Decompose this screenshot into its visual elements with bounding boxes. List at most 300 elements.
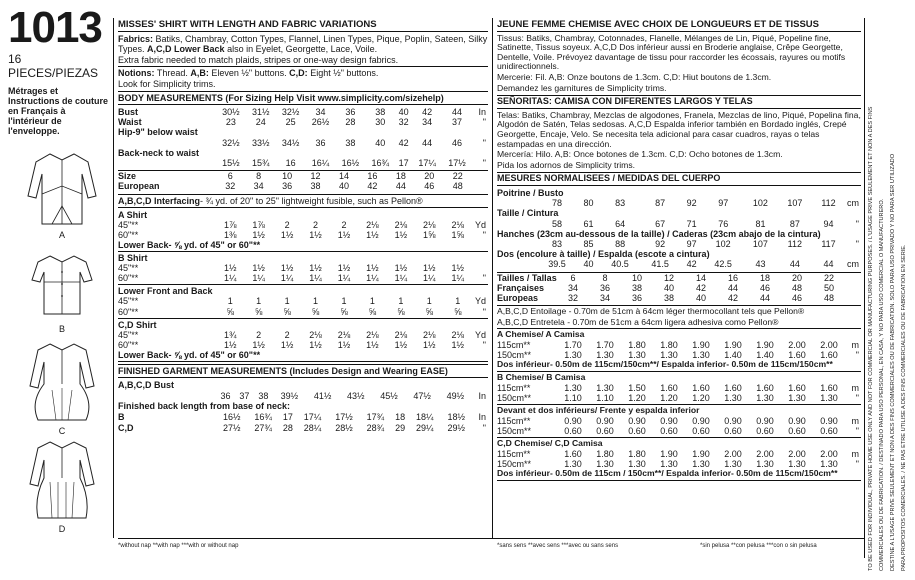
table-cell: 76 bbox=[718, 218, 729, 229]
legal-line-4: PARA PROPOSITOS COMERCIALES. / NE PAS ETRE UTILISE A DES FINS COMMERCIALES OU DE FABRICATION EN SERIE. bbox=[901, 244, 907, 571]
table-row bbox=[497, 293, 861, 303]
yardage-cell: 0.60 bbox=[628, 425, 646, 436]
table-cell: 41.5 bbox=[651, 259, 669, 270]
yardage-cell: 1 bbox=[341, 296, 347, 307]
yardage-cell: 0.90 bbox=[692, 415, 710, 426]
row-label bbox=[118, 391, 216, 401]
table-cell: 42 bbox=[686, 259, 697, 270]
unit-cell: " bbox=[855, 425, 859, 436]
yardage-cell: 1½ bbox=[394, 340, 408, 351]
unit-cell: In bbox=[478, 412, 486, 423]
table-row bbox=[118, 117, 488, 127]
table-row bbox=[497, 198, 861, 208]
table-row bbox=[118, 391, 488, 401]
adornos-text: Pida los adornos de Simplicity trims. bbox=[497, 159, 636, 170]
yardage-cell: 1½ bbox=[423, 263, 436, 274]
yardage-cell: 1.60 bbox=[820, 382, 838, 393]
table-cell: 41½ bbox=[313, 391, 332, 402]
body-measurements-table bbox=[118, 107, 488, 168]
table-cell: 38 bbox=[345, 137, 356, 148]
yardage-table bbox=[497, 383, 861, 403]
table-cell: 102 bbox=[752, 198, 768, 209]
yardage-cell: 1¼ bbox=[280, 273, 294, 284]
row-label bbox=[497, 219, 537, 229]
metrage-tables bbox=[497, 330, 861, 480]
yardage-cell: 2.00 bbox=[820, 448, 838, 459]
table-cell: 80 bbox=[583, 198, 594, 209]
yardage-cell: ⅝ bbox=[226, 306, 234, 317]
finished-bust-label: A,B,C,D Bust bbox=[118, 380, 174, 391]
mesures-table bbox=[497, 188, 861, 270]
yardage-cell: 1.30 bbox=[564, 350, 582, 361]
yardage-cell: 1.40 bbox=[756, 350, 774, 361]
yardage-cell: 1¼ bbox=[252, 273, 265, 284]
table-cell: 17½ bbox=[448, 158, 466, 169]
row-label bbox=[497, 198, 537, 208]
table-cell: 16¾ bbox=[371, 158, 389, 169]
yardage-cell: 2.00 bbox=[756, 448, 774, 459]
table-cell: 58 bbox=[552, 218, 563, 229]
table-cell: 15¾ bbox=[252, 158, 270, 169]
unit-cell: Yd bbox=[474, 329, 486, 340]
table-row bbox=[118, 138, 488, 148]
table-cell: 46 bbox=[424, 181, 435, 192]
yardage-cell: 2⅛ bbox=[366, 219, 379, 230]
yardage-view-title: B Shirt bbox=[118, 253, 148, 264]
table-cell: 83 bbox=[552, 238, 563, 249]
table-cell: 18½ bbox=[447, 412, 466, 423]
yardage-cell: 1.20 bbox=[628, 392, 646, 403]
table-cell: 61 bbox=[583, 218, 594, 229]
yardage-note: Lower Back- ⅝ yd. of 45" or 60"** bbox=[118, 240, 261, 251]
table-cell: 38 bbox=[631, 282, 642, 293]
yardage-cell: 1½ bbox=[366, 229, 379, 240]
table-cell: 22 bbox=[823, 272, 834, 283]
yardage-cell: 1.90 bbox=[660, 448, 678, 459]
table-cell: 33½ bbox=[252, 137, 270, 148]
mercerie-text: Mercerie: Fil. A,B: Onze boutons de 1.3cm. C,D: Hiut boutons de 1.3cm. bbox=[497, 71, 772, 82]
table-cell: 32 bbox=[225, 181, 236, 192]
table-cell: 28¾ bbox=[366, 422, 385, 433]
yardage-cell: 0.60 bbox=[724, 425, 742, 436]
yardage-cell: 2⅛ bbox=[337, 329, 351, 340]
unit-cell: " bbox=[855, 238, 859, 249]
table-cell: 42 bbox=[422, 107, 433, 117]
table-cell: 42 bbox=[367, 181, 378, 192]
row-label: B bbox=[118, 412, 125, 423]
row-label: Tailles / Tallas bbox=[497, 272, 557, 283]
yardage-cell: 0.90 bbox=[820, 415, 838, 426]
yardage-cell: 1.30 bbox=[756, 458, 774, 469]
yardage-cell: 1.80 bbox=[628, 339, 646, 350]
row-label: Hanches (23cm au-dessous de la taille) / Caderas (23cm abajo de la cintura) bbox=[497, 228, 821, 239]
table-cell: 88 bbox=[615, 238, 626, 249]
row-label bbox=[497, 259, 537, 269]
table-cell: 24 bbox=[255, 117, 266, 128]
table-cell: 64 bbox=[615, 218, 626, 229]
yardage-cell: 1½ bbox=[337, 340, 351, 351]
yardage-cell: 1.80 bbox=[628, 448, 646, 459]
yardage-cell: 1⅞ bbox=[252, 219, 265, 230]
yardage-row bbox=[118, 273, 488, 283]
shirt-a-drawing bbox=[22, 150, 102, 230]
yardage-cell: 1.10 bbox=[596, 392, 614, 403]
yardage-cell: 1½ bbox=[309, 340, 322, 351]
table-row bbox=[497, 208, 861, 218]
yardage-cell: 1.60 bbox=[820, 350, 838, 361]
yardage-cell: 0.90 bbox=[596, 415, 614, 426]
yardage-row bbox=[497, 393, 861, 403]
fabric-width: 60"** bbox=[118, 340, 139, 351]
table-cell: 32½ bbox=[281, 107, 300, 117]
yardage-cell: 2⅛ bbox=[423, 219, 436, 230]
table-cell: 92 bbox=[655, 238, 666, 249]
yardage-cell: 0.60 bbox=[788, 425, 806, 436]
yardage-cell: 1 bbox=[227, 296, 233, 307]
unit-cell bbox=[472, 171, 488, 182]
table-cell: 17½ bbox=[335, 412, 353, 423]
divider-right bbox=[864, 18, 865, 558]
yardage-cell: 1.90 bbox=[724, 339, 742, 350]
table-cell: 28½ bbox=[335, 422, 353, 433]
table-cell: 117 bbox=[821, 238, 836, 249]
unit-cell bbox=[845, 272, 861, 283]
table-cell: 40 bbox=[338, 181, 349, 192]
table-row bbox=[118, 158, 488, 168]
yardage-cell: 1.80 bbox=[660, 339, 678, 350]
yardage-cell: 1¼ bbox=[309, 273, 322, 284]
yardage-cell: 1½ bbox=[280, 340, 294, 351]
table-cell: 28 bbox=[345, 117, 356, 128]
unit-cell: m bbox=[851, 448, 859, 459]
tissus-text: Tissus: Batiks, Chambray, Cotonnades, Flanelle, Mélanges de Lin, Piqué, Popeline fine, Satinette, Tissus soyeux. A,C,D Dos inférieur aussi en Broderie anglaise, Crêpe Georgette, Dentelle, Voile. Prévoyez davantage de tissu pour raccorder les écossais, rayures ou motifs unidirectionnels. bbox=[497, 32, 846, 72]
unit-cell: " bbox=[855, 218, 859, 229]
french-note: Métrages et Instructions de couture en Français à l'intérieur de l'enveloppe. bbox=[8, 86, 109, 136]
table-row bbox=[118, 171, 488, 182]
yardage-cell: 2 bbox=[284, 219, 290, 230]
bottom-rule bbox=[118, 538, 864, 539]
yardage-cell: 1.30 bbox=[596, 382, 614, 393]
fabric-width: 60"** bbox=[118, 273, 139, 284]
yardage-row bbox=[118, 220, 488, 230]
yardage-cell: ⅝ bbox=[425, 306, 434, 317]
legal-notice bbox=[868, 6, 914, 571]
yardage-cell: 1.30 bbox=[724, 458, 742, 469]
yardage-cell: 2 bbox=[341, 219, 347, 230]
yardage-row bbox=[118, 230, 488, 240]
view-label-d: D bbox=[58, 524, 66, 534]
table-cell: 107 bbox=[787, 198, 803, 209]
yardage-cell: 1 bbox=[455, 296, 461, 307]
table-cell: 16¼ bbox=[311, 158, 330, 169]
yardage-cell: 1.90 bbox=[692, 448, 710, 459]
table-cell: 15½ bbox=[222, 158, 240, 169]
table-cell: 43½ bbox=[347, 391, 365, 402]
table-cell: 12 bbox=[310, 171, 321, 182]
row-label: C,D bbox=[118, 422, 134, 433]
table-cell: 8 bbox=[602, 272, 608, 283]
yardage-row bbox=[118, 340, 488, 350]
table-cell: 20 bbox=[424, 171, 435, 182]
table-cell: 36 bbox=[220, 391, 231, 402]
back-length-table bbox=[118, 412, 488, 432]
row-label bbox=[497, 239, 537, 249]
unit-cell: m bbox=[851, 382, 859, 393]
row-label: Hip-9" below waist bbox=[118, 127, 198, 138]
table-cell: 112 bbox=[787, 238, 803, 249]
yardage-view-title: Lower Front and Back bbox=[118, 286, 213, 297]
english-footnote: *without nap **with nap ***with or without nap bbox=[118, 543, 239, 549]
row-label: European bbox=[118, 181, 160, 192]
yardage-cell: 0.60 bbox=[820, 425, 838, 436]
table-cell: 36 bbox=[282, 181, 293, 192]
table-cell: 23 bbox=[225, 117, 236, 128]
table-cell: 94 bbox=[823, 218, 834, 229]
table-cell: 46 bbox=[791, 292, 802, 303]
table-cell: 39½ bbox=[280, 391, 299, 402]
french-spanish-column bbox=[497, 20, 861, 482]
yardage-view-title: A Chemise/ A Camisa bbox=[497, 329, 585, 340]
yardage-cell: 2⅛ bbox=[309, 329, 322, 340]
table-cell: 34 bbox=[315, 107, 326, 117]
yardage-cell: 1.60 bbox=[724, 382, 742, 393]
table-cell: 102 bbox=[715, 238, 731, 249]
fabric-width: 45"** bbox=[118, 329, 139, 340]
yardage-cell: 0.60 bbox=[564, 425, 582, 436]
table-row bbox=[118, 107, 488, 117]
french-title: JEUNE FEMME CHEMISE AVEC CHOIX DE LONGUEURS ET DE TISSUS bbox=[497, 20, 861, 32]
yardage-note: Lower Back- ⅝ yd. of 45" or 60"** bbox=[118, 350, 261, 361]
yardage-cell: 1½ bbox=[223, 340, 237, 351]
table-row bbox=[118, 127, 488, 137]
telas-text: Telas: Batiks, Chambray, Mezclas de algodones, Franela, Mezclas de lino, Piqué, Popelina fina, Algodón de Satén, Telas sedosas. A,C,D Espalda inferior también en Bordado inglés, Crepé Georgette, Encaje, Velo. Se necesita tela adicional para casar cuadros, rayas o telas estampadas en una dirección. bbox=[497, 109, 861, 149]
yardage-cell: 0.60 bbox=[756, 425, 774, 436]
unit-cell: cm bbox=[847, 259, 859, 270]
yardage-cell: 1.30 bbox=[628, 458, 646, 469]
yardage-table bbox=[118, 296, 488, 316]
unit-cell: " bbox=[482, 273, 486, 284]
table-cell: 8 bbox=[256, 171, 262, 182]
fabrics-text: Fabrics: Batiks, Chambray, Cotton Types, Flannel, Linen Types, Pique, Poplin, Sateen, Silky Types. A,C,D Lower Back also in Eyelet, Georgette, Lace, Voile. bbox=[118, 34, 488, 54]
yardage-table bbox=[118, 263, 488, 283]
yardage-cell: 2⅛ bbox=[394, 329, 408, 340]
yardage-cell: 2.00 bbox=[788, 339, 806, 350]
yardage-cell: 1½ bbox=[366, 263, 379, 274]
yardage-cell: 1.20 bbox=[692, 392, 710, 403]
table-cell: 28 bbox=[282, 422, 293, 433]
table-cell: 83 bbox=[615, 198, 626, 209]
table-cell: 18 bbox=[395, 412, 406, 423]
view-label-c: C bbox=[58, 426, 66, 436]
fabric-width: 150cm** bbox=[497, 350, 532, 361]
unit-cell bbox=[845, 293, 861, 303]
divider bbox=[118, 284, 488, 285]
divider bbox=[118, 318, 488, 319]
table-cell: 42 bbox=[727, 292, 738, 303]
fabric-width: 150cm** bbox=[497, 392, 532, 403]
table-cell: 97 bbox=[686, 238, 697, 249]
table-cell: 36 bbox=[315, 137, 326, 148]
yardage-cell: 1 bbox=[256, 296, 262, 307]
yardage-cell: 1.30 bbox=[692, 350, 710, 361]
row-label: Poitrine / Busto bbox=[497, 187, 564, 198]
table-cell: 40 bbox=[663, 282, 674, 293]
unit-cell: " bbox=[482, 229, 486, 240]
yardage-cell: 1½ bbox=[337, 229, 351, 240]
table-cell: 17¼ bbox=[303, 412, 322, 423]
yardage-cell: 1 bbox=[426, 296, 432, 307]
yardage-cell: 2⅛ bbox=[366, 329, 379, 340]
table-row bbox=[497, 219, 861, 229]
french-footnote: *sans sens **avec sens ***avec ou sans sens bbox=[497, 543, 619, 549]
unit-cell: Yd bbox=[474, 219, 486, 230]
yardage-cell: 1.30 bbox=[660, 458, 678, 469]
table-cell: 48 bbox=[823, 292, 834, 303]
fabric-width: 115cm** bbox=[497, 339, 531, 350]
yardage-cell: 1.30 bbox=[564, 458, 582, 469]
trims-text: Look for Simplicity trims. bbox=[118, 79, 216, 89]
table-cell: 26½ bbox=[311, 117, 330, 128]
unit-cell: " bbox=[482, 117, 486, 128]
table-cell: 45½ bbox=[380, 391, 398, 402]
extra-fabric-text: Extra fabric needed to match plaids, stripes or one-way design fabrics. bbox=[118, 55, 399, 65]
divider-middle bbox=[492, 18, 493, 538]
yardage-cell: 2⅛ bbox=[451, 329, 464, 340]
yardage-cell: 1.70 bbox=[596, 339, 614, 350]
table-cell: 85 bbox=[583, 238, 594, 249]
yardage-cell: 1⅞ bbox=[223, 219, 237, 230]
table-cell: 17¼ bbox=[418, 158, 436, 169]
entoilage-text: A,B,C,D Entoilage - 0.70m de 51cm à 64cm léger thermocollant tels que Pellon® bbox=[497, 305, 861, 317]
table-cell: 18¼ bbox=[416, 412, 434, 423]
table-cell: 81 bbox=[755, 218, 766, 229]
table-cell: 32½ bbox=[222, 137, 240, 148]
yardage-cell: 1.30 bbox=[756, 392, 774, 403]
yardage-cell: 1½ bbox=[423, 340, 436, 351]
unit-cell: " bbox=[855, 392, 859, 403]
table-cell: 12 bbox=[663, 272, 674, 283]
yardage-cell: 1.80 bbox=[596, 448, 614, 459]
unit-cell: " bbox=[482, 137, 486, 148]
table-cell: 16 bbox=[285, 158, 296, 169]
table-cell: 44 bbox=[395, 181, 406, 192]
yardage-cell: 1½ bbox=[280, 263, 294, 274]
yardage-cell: 0.90 bbox=[660, 415, 678, 426]
table-cell: 17 bbox=[398, 158, 409, 169]
yardage-cell: 0.60 bbox=[660, 425, 678, 436]
pieces-count: 16 PIECES/PIEZAS bbox=[8, 52, 99, 80]
yardage-cell: 1¼ bbox=[337, 273, 351, 284]
table-cell: 17 bbox=[282, 412, 293, 423]
tailles-table bbox=[497, 272, 861, 304]
table-cell: 6 bbox=[227, 171, 233, 182]
yardage-cell: 1.30 bbox=[628, 350, 646, 361]
yardage-cell: ⅝ bbox=[254, 306, 263, 317]
yardage-cell: 1½ bbox=[309, 263, 322, 274]
yardage-cell: 1.30 bbox=[660, 350, 678, 361]
table-cell: 42 bbox=[398, 137, 409, 148]
table-cell: 29½ bbox=[447, 422, 466, 433]
table-cell: 48 bbox=[791, 282, 802, 293]
yardage-cell: 1⅜ bbox=[223, 229, 237, 240]
yardage-cell: 1 bbox=[313, 296, 319, 307]
yardage-table bbox=[497, 449, 861, 469]
interfacing-text: A,B,C,D Interfacing- ¾ yd. of 20" to 25" lightweight fusible, such as Pellon® bbox=[118, 194, 488, 208]
table-cell: 32 bbox=[398, 117, 409, 128]
table-cell: 112 bbox=[821, 198, 836, 209]
yardage-cell: 1.10 bbox=[564, 392, 582, 403]
table-cell: 14 bbox=[338, 171, 349, 182]
yardage-cell: 1⅝ bbox=[423, 229, 436, 240]
pattern-info bbox=[8, 3, 109, 136]
row-label: Taille / Cintura bbox=[497, 208, 559, 219]
divider bbox=[497, 480, 861, 481]
table-cell: 40.5 bbox=[611, 259, 629, 270]
table-cell: 38 bbox=[310, 181, 321, 192]
yardage-cell: 1.30 bbox=[564, 382, 582, 393]
yardage-cell: 1½ bbox=[366, 340, 379, 351]
table-cell: 40 bbox=[375, 137, 386, 148]
table-cell: 34 bbox=[599, 292, 610, 303]
yardage-cell: ⅝ bbox=[340, 306, 348, 317]
yardage-cell: 1.30 bbox=[788, 392, 806, 403]
yardage-cell: 0.90 bbox=[564, 415, 582, 426]
finished-measurements-heading: FINISHED GARMENT MEASUREMENTS (Includes Design and Wearing EASE) bbox=[118, 364, 488, 378]
yardage-cell: 0.60 bbox=[596, 425, 614, 436]
yardage-cell: 1.60 bbox=[788, 382, 806, 393]
yardage-cell: 1.30 bbox=[692, 458, 710, 469]
yardage-cell: ⅝ bbox=[368, 306, 377, 317]
unit-cell: " bbox=[482, 422, 486, 433]
yardage-row bbox=[118, 263, 488, 273]
table-cell: 42 bbox=[695, 282, 706, 293]
yardage-cell: 1¼ bbox=[366, 273, 379, 284]
yardage-cell: 1.50 bbox=[628, 382, 646, 393]
unit-cell bbox=[845, 283, 861, 293]
table-cell: 47½ bbox=[413, 391, 431, 402]
table-cell: 30 bbox=[375, 117, 386, 128]
yardage-view-title: C,D Chemise/ C,D Camisa bbox=[497, 437, 603, 448]
divider bbox=[118, 251, 488, 252]
table-cell: 34 bbox=[567, 282, 578, 293]
yardage-cell: 1 bbox=[398, 296, 404, 307]
yardage-cell: 1.30 bbox=[820, 392, 838, 403]
table-row bbox=[118, 412, 488, 422]
view-label-b: B bbox=[58, 324, 65, 334]
table-cell: 40 bbox=[583, 259, 594, 270]
table-row bbox=[497, 249, 861, 259]
table-cell: 16¾ bbox=[254, 412, 272, 423]
table-row bbox=[118, 423, 488, 433]
spanish-footnote: *sin pelusa **con pelusa ***con o sin pelusa bbox=[700, 543, 817, 549]
yardage-cell: 2⅛ bbox=[423, 329, 436, 340]
table-row bbox=[497, 283, 861, 293]
row-label: Bust bbox=[118, 107, 138, 117]
unit-cell: cm bbox=[847, 198, 859, 209]
legal-line-2: COMMERCIALES OU DE FABRICATION. / DESTINADO PARA USO PERSONAL, EN CASA, Y NO PARA USO COMERCIAL O MANUFACTURERO. bbox=[879, 198, 885, 571]
yardage-cell: 1.60 bbox=[660, 382, 678, 393]
yardage-cell: 1⅝ bbox=[451, 229, 464, 240]
yardage-cell: 1½ bbox=[252, 229, 265, 240]
fabric-width: 45"** bbox=[118, 296, 139, 307]
yardage-cell: 1½ bbox=[451, 340, 464, 351]
unit-cell: " bbox=[855, 458, 859, 469]
table-row bbox=[497, 188, 861, 198]
table-cell: 46 bbox=[452, 137, 463, 148]
english-column bbox=[118, 20, 488, 433]
row-label bbox=[118, 158, 216, 168]
table-cell: 16 bbox=[367, 171, 378, 182]
